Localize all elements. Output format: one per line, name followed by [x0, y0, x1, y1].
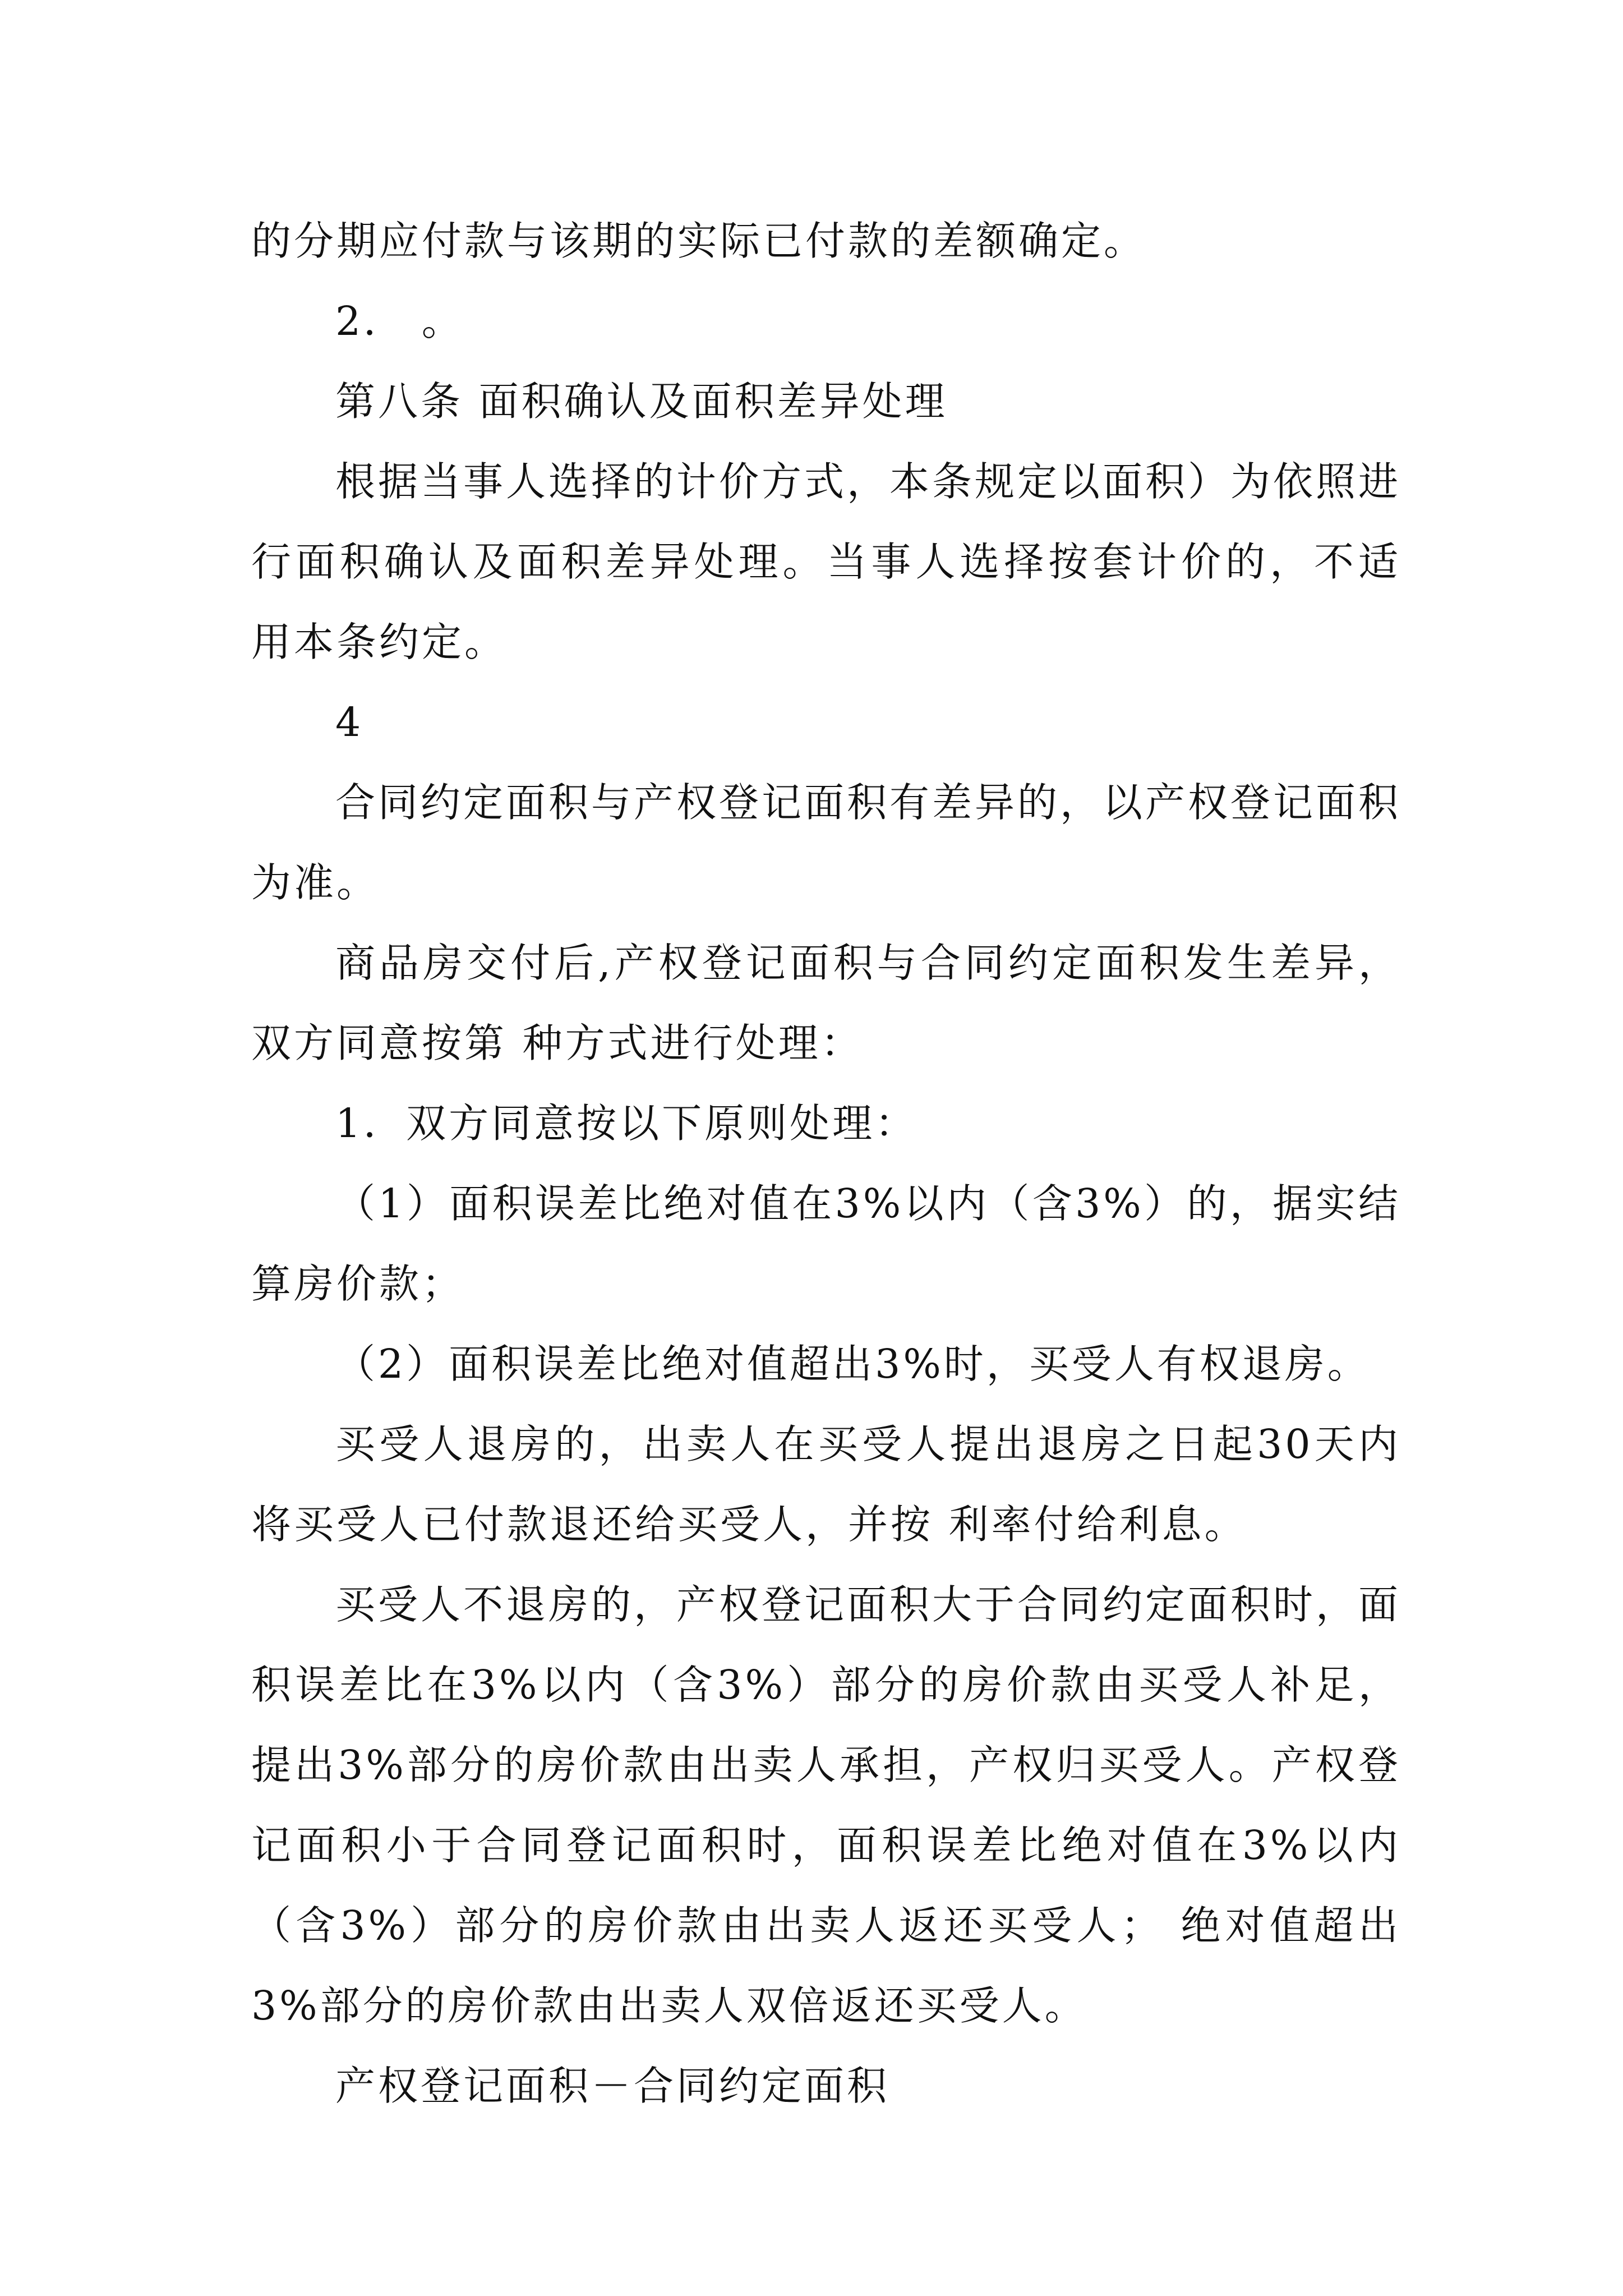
paragraph-number-4: 4	[335, 699, 364, 746]
paragraph-clause-2: （2）面积误差比绝对值超出3%时，买受人有权退房。	[335, 1341, 1370, 1387]
paragraph-principle-1: 1．双方同意按以下原则处理：	[335, 1100, 918, 1147]
article-8-heading: 第八条 面积确认及面积差异处理	[335, 378, 948, 425]
paragraph-installment-difference: 的分期应付款与该期的实际已付款的差额确定。	[251, 218, 1147, 264]
paragraph-item-2: 2． 。	[335, 298, 464, 344]
paragraph-after-delivery: 商品房交付后,产权登记面积与合同约定面积发生差异，双方同意按第 种方式进行处理：	[251, 940, 1401, 1066]
paragraph-clause-1: （1）面积误差比绝对值在3%以内（含3%）的，据实结算房价款；	[251, 1180, 1401, 1307]
paragraph-formula: 产权登记面积－合同约定面积	[335, 2063, 890, 2109]
paragraph-refund: 买受人退房的，出卖人在买受人提出退房之日起30天内将买受人已付款退还给买受人，并按 利率付给利息。	[251, 1421, 1401, 1548]
paragraph-no-refund: 买受人不退房的，产权登记面积大于合同约定面积时，面积误差比在3%以内（含3%）部分的房价款由买受人补足，提出3%部分的房价款由出卖人承担，产权归买受人。产权登记面积小于合同登记面积时，面积误差比绝对值在3%以内（含3%）部分的房价款由出卖人返还买受人； 绝对值超出3%部分的房价款由出卖人双倍返还买受人。	[251, 1581, 1401, 2029]
document-body	[251, 201, 1401, 2126]
paragraph-pricing-basis: 根据当事人选择的计价方式，本条规定以面积）为依照进行面积确认及面积差异处理。当事人选择按套计价的，不适用本条约定。	[251, 458, 1401, 665]
paragraph-area-difference-rule: 合同约定面积与产权登记面积有差异的，以产权登记面积为准。	[251, 779, 1401, 906]
